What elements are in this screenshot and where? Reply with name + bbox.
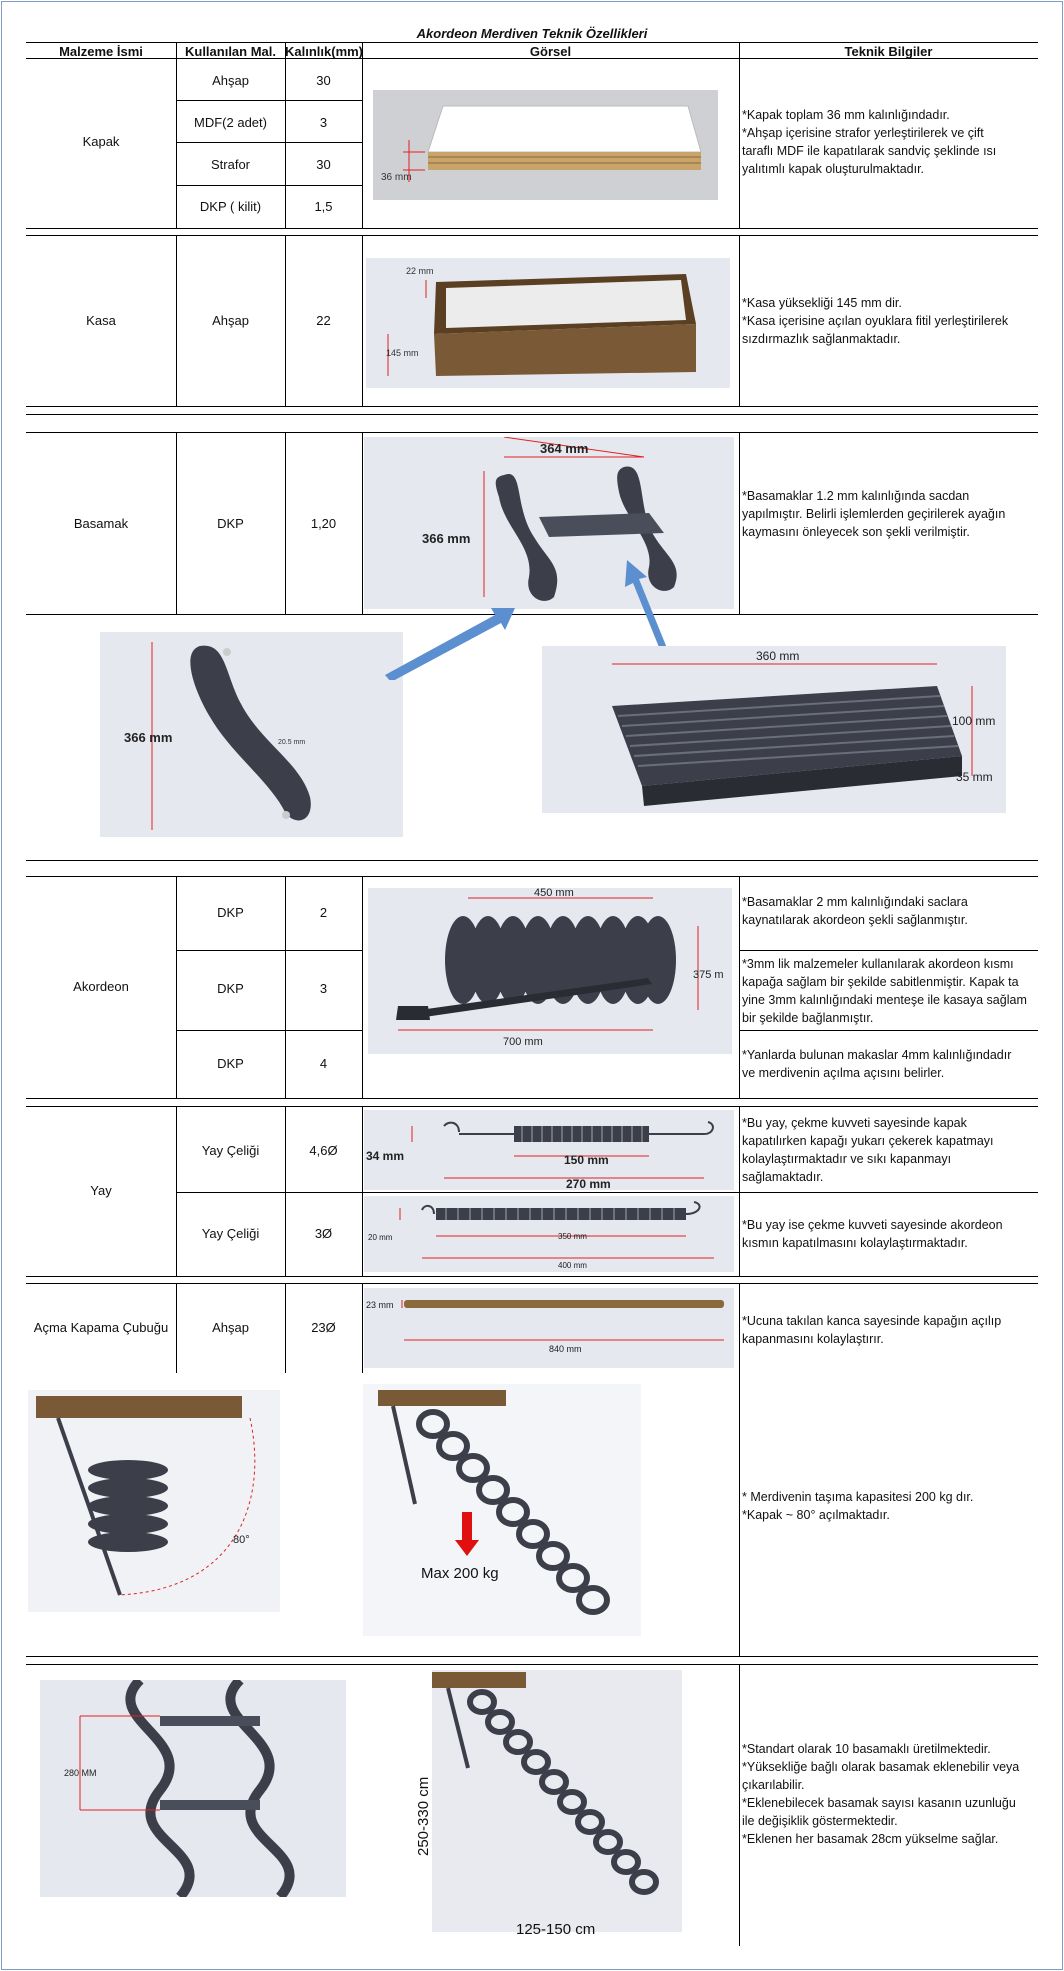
col-line [739,1106,740,1276]
col-line [739,235,740,406]
section-top-line [26,235,1038,236]
akordeon-thickness-3: 4 [319,1056,328,1071]
kapak-info [742,106,1037,178]
header-material: Kullanılan Mal. [184,44,276,59]
row-line [176,950,362,951]
step-dim-label: 280 MM [64,1768,97,1778]
row-line [176,100,362,101]
col-line [362,58,363,228]
cubuk-name: Açma Kapama Çubuğu [33,1320,169,1335]
col-line [739,1664,740,1946]
spacer-line [26,414,1038,415]
basamak-tread-image [542,646,1006,813]
kapak-material-3: Strafor [210,157,250,172]
header-image: Görsel [529,44,572,59]
cubuk-material: Ahşap [212,1320,249,1335]
col-line [362,876,363,1098]
section-bottom-line [26,614,1038,615]
cubuk-image [364,1288,734,1368]
basamak-side-plate-image [100,632,403,837]
section-bottom-line [26,406,1038,407]
height-range-image [412,1668,696,1940]
kasa-dim-top: 22 mm [406,266,434,276]
info-line: *3mm lik malzemeler kullanılarak akordeon kısmı [742,957,1014,971]
section-bottom-line [26,228,1038,229]
basamak-side-height: 366 mm [124,730,173,745]
info-line: yapılmıştır. Belirli işlemlerden geçirilerek ayağın [742,507,1006,521]
width-range-label: 125-150 cm [516,1921,596,1938]
basamak-thickness: 1,20 [310,516,337,531]
spring2-len-label: 400 mm [558,1261,587,1270]
page-title: Akordeon Merdiven Teknik Özellikleri [416,26,648,41]
section-bottom-line [26,1098,1038,1099]
kapak-thickness-4: 1,5 [314,199,333,214]
spring1-d-label: 34 mm [366,1149,405,1163]
kapak-dim-label: 36 mm [381,172,412,183]
kasa-name: Kasa [86,313,116,328]
akordeon-dim-side: 375 m [693,969,724,981]
col-line [739,876,740,1098]
col-line [362,1106,363,1276]
basamak-image [364,437,734,609]
basamak-side-small: 20.5 mm [278,739,306,746]
yay-material-2: Yay Çeliği [201,1226,260,1241]
info-line: kapağa sağlam bir şekilde sabitlenmiştir. Kapak ta [742,975,1019,989]
kapak-thickness-1: 30 [316,73,331,88]
akordeon-thickness-1: 2 [319,905,328,920]
tread-width-label: 360 mm [756,649,800,663]
cubuk-thickness: 23Ø [311,1320,336,1335]
akordeon-thickness-2: 3 [319,981,328,996]
info-line: *Bu yay ise çekme kuvveti sayesinde akordeon [742,1218,1003,1232]
info-line: *Standart olarak 10 basamaklı üretilmektedir. [742,1742,991,1756]
info-line: *Ahşap içerisine strafor yerleştirilerek ve çift [742,126,984,140]
info-line: *Kapak toplam 36 mm kalınlığındadır. [742,108,950,122]
cubuk-dim-d: 23 mm [366,1300,394,1310]
col-line [362,235,363,406]
spring2-mid-label: 350 mm [558,1232,587,1241]
spring1-len-label: 270 mm [566,1177,611,1190]
info-line: kaynatılarak akordeon şekli sağlanmıştır. [742,913,968,927]
lid-angle-image [28,1390,280,1612]
col-line [362,42,363,58]
col-line [739,432,740,614]
akordeon-info-2 [742,955,1037,1027]
height-range-label: 250-330 cm [415,1776,432,1856]
basamak-dim-width: 364 mm [540,441,589,456]
row-line [176,142,362,143]
header-name: Malzeme İsmi [59,44,143,59]
yay-material-1: Yay Çeliği [201,1143,260,1158]
yay-thickness-2: 3Ø [314,1226,333,1241]
col-line [176,42,177,58]
arrow-to-side [385,600,515,680]
akordeon-info-1 [742,893,1037,929]
akordeon-name: Akordeon [73,979,129,994]
info-line: yalıtımlı kapak oluşturulmaktadır. [742,162,925,176]
basamak-material: DKP [217,516,244,531]
info-line: *Eklenebilecek basamak sayısı kasanın uzunluğu [742,1796,1016,1810]
akordeon-info-3 [742,1046,1037,1082]
yay-info-1 [742,1114,1037,1186]
tread-depth-label: 100 mm [952,714,996,728]
info-line: *Yanlarda bulunan makaslar 4mm kalınlığındadır [742,1048,1012,1062]
col-line [362,432,363,614]
info-line: * Merdivenin taşıma kapasitesi 200 kg dır. [742,1490,974,1504]
kasa-info [742,294,1037,348]
section-top-line [26,876,1038,877]
kapak-material-2: MDF(2 adet) [194,115,267,130]
kapak-material-1: Ahşap [212,73,249,88]
yay-thickness-1: 4,6Ø [309,1143,338,1158]
row-line [739,950,1038,951]
info-line: ile değişiklik göstermektedir. [742,1814,898,1828]
col-line [739,58,740,228]
col-line [739,1283,740,1656]
spring-1-image [364,1110,734,1190]
col-line [285,1106,286,1276]
col-line [285,42,286,58]
col-line [362,1283,363,1373]
col-line [176,1106,177,1276]
header-info: Teknik Bilgiler [844,44,933,59]
row-line [739,1030,1038,1031]
info-line: *Ucuna takılan kanca sayesinde kapağın açılıp [742,1314,1002,1328]
kasa-material: Ahşap [212,313,249,328]
info-line: yine 3mm kalınlığındaki menteşe ile kasaya sağlam [742,993,1027,1007]
section-bottom-line [26,1276,1038,1277]
info-line: *Basamaklar 1.2 mm kalınlığında sacdan [742,489,970,503]
kapak-thickness-3: 30 [316,157,331,172]
kapak-thickness-2: 3 [319,115,328,130]
info-line: kolaylaştırmaktadır ve sıkı kapanmayı [742,1152,952,1166]
info-line: *Bu yay, çekme kuvveti sayesinde kapak [742,1116,967,1130]
kasa-image [366,258,730,388]
info-line: *Kasa içerisine açılan oyuklara fitil yerleştirilerek [742,314,1009,328]
step-spacing-image [40,1680,346,1897]
header-thickness: Kalınlık(mm) [285,44,364,59]
akordeon-material-1: DKP [217,905,244,920]
spring1-mid-label: 150 mm [564,1153,609,1167]
basamak-info [742,487,1037,541]
row-line [176,185,362,186]
kapak-material-4: DKP ( kilit) [199,199,262,214]
info-line: kapanmasını kolaylaştırır. [742,1332,884,1346]
info-line: *Yüksekliğe bağlı olarak basamak eklenebilir veya [742,1760,1020,1774]
akordeon-material-3: DKP [217,1056,244,1071]
col-line [739,42,740,58]
akordeon-image [368,888,732,1054]
info-line: bir şekilde bağlanmıştır. [742,1011,874,1025]
section-bottom-line [26,860,1038,861]
section-top-line [26,1664,1038,1665]
info-line: *Eklenen her basamak 28cm yükselme sağlar. [742,1832,999,1846]
tread-lip-label: 35 mm [956,770,993,784]
spring2-d-label: 20 mm [368,1233,393,1242]
row-line [176,1030,362,1031]
akordeon-material-2: DKP [217,981,244,996]
yay-name: Yay [90,1183,112,1198]
capacity-info [742,1488,1037,1524]
max-load-image [363,1384,641,1636]
spring-2-image [364,1196,734,1272]
info-line: sızdırmazlık sağlanmaktadır. [742,332,901,346]
table-top-border [26,42,1038,43]
akordeon-dim-top: 450 mm [534,888,574,899]
kasa-dim-side: 145 mm [386,348,419,358]
info-line: kapatılırken kapağı yukarı çekerek kapatmayı [742,1134,994,1148]
section-bottom-line [26,1656,1038,1657]
info-line: *Kapak ~ 80° açılmaktadır. [742,1508,890,1522]
cubuk-dim-len: 840 mm [549,1344,582,1354]
section-top-line [26,432,1038,433]
section-top-line [26,1106,1038,1107]
akordeon-dim-bottom: 700 mm [503,1036,543,1048]
info-line: ve merdivenin açılma açısını belirler. [742,1066,945,1080]
basamak-dim-height: 366 mm [422,531,471,546]
max-load-label: Max 200 kg [421,1565,499,1582]
row-line [176,1192,1038,1193]
info-line: *Kasa yüksekliği 145 mm dir. [742,296,902,310]
info-line: *Basamaklar 2 mm kalınlığındaki saclara [742,895,968,909]
basamak-name: Basamak [73,516,129,531]
kapak-image [373,90,718,200]
info-line: taraflı MDF ile kapatılarak sandviç şeklinde ısı [742,144,997,158]
info-line: kaymasını önleyecek son şekli verilmiştir. [742,525,970,539]
info-line: sağlamaktadır. [742,1170,824,1184]
yay-info-2 [742,1216,1037,1252]
info-line: çıkarılabilir. [742,1778,805,1792]
lid-angle-label: 80° [233,1534,250,1546]
kasa-thickness: 22 [316,313,331,328]
steps-info [742,1740,1037,1848]
cubuk-info [742,1312,1037,1348]
kapak-name: Kapak [82,134,120,149]
info-line: kısmın kapatılmasını kolaylaştırmaktadır. [742,1236,968,1250]
section-top-line [26,1283,1038,1284]
